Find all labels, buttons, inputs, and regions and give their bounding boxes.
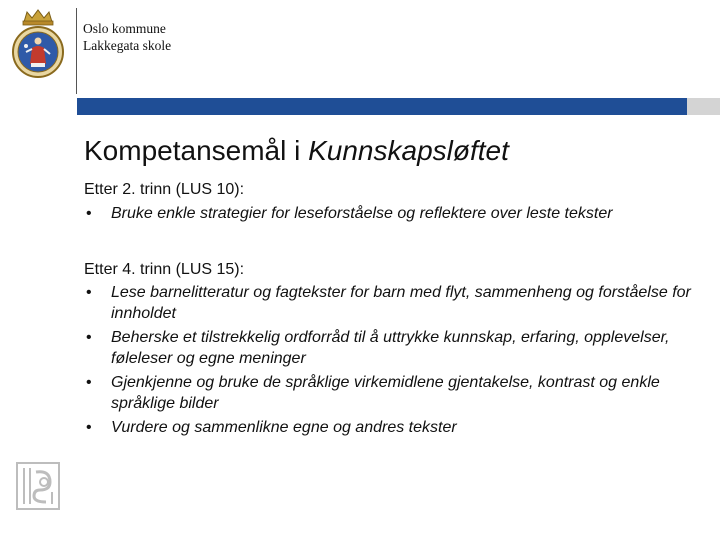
bullet-glyph: • — [86, 204, 92, 222]
bullet-text: Bruke enkle strategier for leseforståelse og reflektere over leste tekster — [111, 204, 613, 222]
oslo-kommune-symbol-icon — [16, 462, 60, 510]
slide-title — [84, 134, 509, 168]
list-item — [84, 202, 694, 224]
section-heading: Etter 2. trinn (LUS 10): — [84, 181, 245, 198]
list-item — [84, 281, 694, 324]
bullet-glyph: • — [86, 419, 92, 436]
slide-title-plain: Kompetansemål i — [84, 135, 309, 166]
org-name: Oslo kommune — [83, 21, 166, 36]
bullet-text: Lese barnelitteratur og fagtekster for barn med flyt, sammenheng og forståelse for innholdet — [111, 284, 691, 322]
oslo-coat-of-arms-icon — [10, 8, 66, 80]
school-name: Lakkegata skole — [83, 38, 172, 53]
slide-body — [84, 178, 694, 440]
section-grade-4 — [84, 258, 694, 439]
bullet-glyph: • — [86, 284, 92, 301]
organization-label — [83, 20, 171, 54]
bullet-text: Vurdere og sammenlikne egne og andres tekster — [111, 419, 457, 436]
section-grade-2 — [84, 178, 694, 224]
list-item — [84, 326, 694, 369]
slide-title-italic: Kunnskapsløftet — [308, 135, 509, 166]
bullet-glyph: • — [86, 374, 92, 391]
header-band — [77, 98, 687, 115]
bullet-list — [84, 281, 694, 438]
bullet-glyph: • — [86, 329, 92, 346]
bullet-text: Gjenkjenne og bruke de språklige virkemidlene gjentakelse, kontrast og enkle språklige bilder — [111, 374, 660, 412]
list-item — [84, 371, 694, 414]
bullet-list — [84, 202, 694, 224]
bullet-text: Beherske et tilstrekkelig ordforråd til å uttrykke kunnskap, erfaring, opplevelser, føleleser og egne meninger — [111, 329, 670, 367]
section-heading: Etter 4. trinn (LUS 15): — [84, 260, 245, 278]
header-band-end — [687, 98, 720, 115]
header-divider — [76, 8, 77, 94]
list-item — [84, 416, 694, 438]
